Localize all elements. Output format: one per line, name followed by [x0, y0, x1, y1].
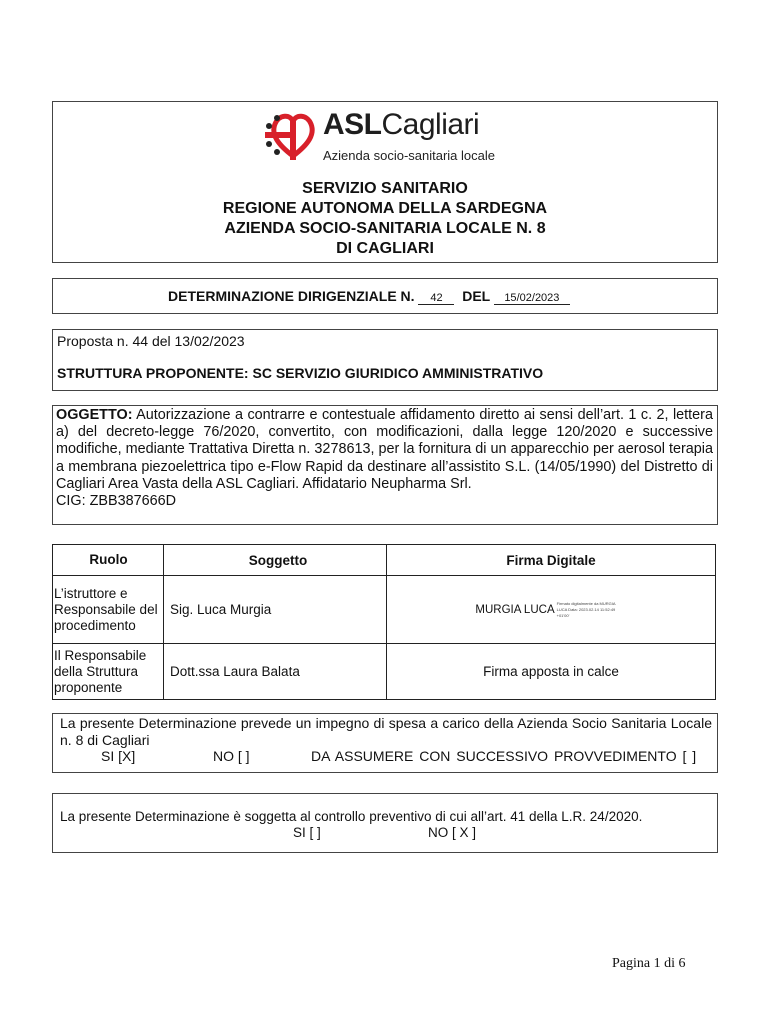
spesa-text: La presente Determinazione prevede un impegno di spesa a carico della Azienda Socio Sanitaria Locale n. 8 di Cagliari: [60, 715, 712, 748]
header-line-3: AZIENDA SOCIO-SANITARIA LOCALE N. 8: [224, 220, 546, 237]
determinazione-line: [168, 288, 570, 305]
col-firma: Firma Digitale: [387, 545, 716, 576]
header-title: [53, 179, 717, 259]
spesa-box: [52, 713, 718, 773]
struttura-proponente: STRUTTURA PROPONENTE: SC SERVIZIO GIURIDICO AMMINISTRATIVO: [57, 365, 544, 381]
ruolo-cell: L’istruttore e Responsabile del procedimento: [53, 576, 164, 644]
table-row: [53, 576, 716, 644]
firma-cell: Firma apposta in calce: [387, 644, 716, 700]
determinazione-numero: 42: [418, 292, 454, 305]
soggetto-cell: Sig. Luca Murgia: [164, 576, 387, 644]
table-row: [53, 644, 716, 700]
determinazione-data: 15/02/2023: [494, 292, 570, 305]
logo-subtitle: Azienda socio-sanitaria locale: [323, 148, 495, 163]
oggetto-text: [56, 407, 713, 510]
firma-cell: [387, 576, 716, 644]
header-line-1: SERVIZIO SANITARIO: [302, 180, 468, 197]
spesa-si: SI [X]: [101, 748, 136, 764]
proposta-text: Proposta n. 44 del 13/02/2023: [57, 333, 245, 349]
controllo-box: [52, 793, 718, 853]
col-soggetto: Soggetto: [164, 545, 387, 576]
asl-heart-icon: [263, 106, 319, 162]
proposta-box: [52, 329, 718, 391]
digital-signature-stamp: MURGIA LUCA Firmato digitalmente da MURGIA LUCA Data: 2023.02.14 11:52:49 +01'00': [475, 600, 616, 618]
controllo-no: NO [ X ]: [428, 825, 477, 840]
header-line-4: DI CAGLIARI: [336, 240, 434, 257]
controllo-text: La presente Determinazione è soggetta al controllo preventivo di cui all’art. 41 della L.R. 24/2020.: [60, 809, 643, 824]
controllo-si: SI [ ]: [293, 825, 321, 840]
soggetto-cell: Dott.ssa Laura Balata: [164, 644, 387, 700]
col-ruolo: Ruolo: [53, 545, 164, 576]
oggetto-body: Autorizzazione a contrarre e contestuale affidamento diretto ai sensi dell’art. 1 c. 2, lettera a) del decreto-legge 76/2020, convertito, con modificazioni, dalla legge 120/2020 e successive modifiche, mediante Trattativa Diretta n. 3278613, per la fornitura di un apparecchio per aerosol terapia a membrana piezoelettrica tipo e-Flow Rapid da destinare all’assistito S.L. (14/05/1990) del Distretto di Cagliari Area Vasta della ASL Cagliari. Affidatario Neupharma Srl.: [56, 407, 713, 492]
oggetto-box: [52, 405, 718, 525]
signature-table: [52, 544, 716, 700]
page-number: Pagina 1 di 6: [612, 956, 686, 971]
asl-logo: [263, 106, 543, 166]
header-box: [52, 101, 718, 263]
determinazione-label: DETERMINAZIONE DIRIGENZIALE N.: [168, 288, 415, 304]
cig-code: CIG: ZBB387666D: [56, 493, 176, 510]
spesa-no: NO [ ]: [213, 748, 250, 764]
ruolo-cell: Il Responsabile della Struttura proponente: [53, 644, 164, 700]
logo-wordmark: ASLCagliari: [323, 108, 480, 141]
spesa-da-assumere: DA ASSUMERE CON SUCCESSIVO PROVVEDIMENTO [ ]: [311, 748, 697, 764]
del-label: DEL: [462, 288, 490, 304]
oggetto-label: OGGETTO:: [56, 407, 133, 423]
determinazione-box: [52, 278, 718, 314]
table-header-row: [53, 545, 716, 576]
header-line-2: REGIONE AUTONOMA DELLA SARDEGNA: [222, 200, 548, 217]
